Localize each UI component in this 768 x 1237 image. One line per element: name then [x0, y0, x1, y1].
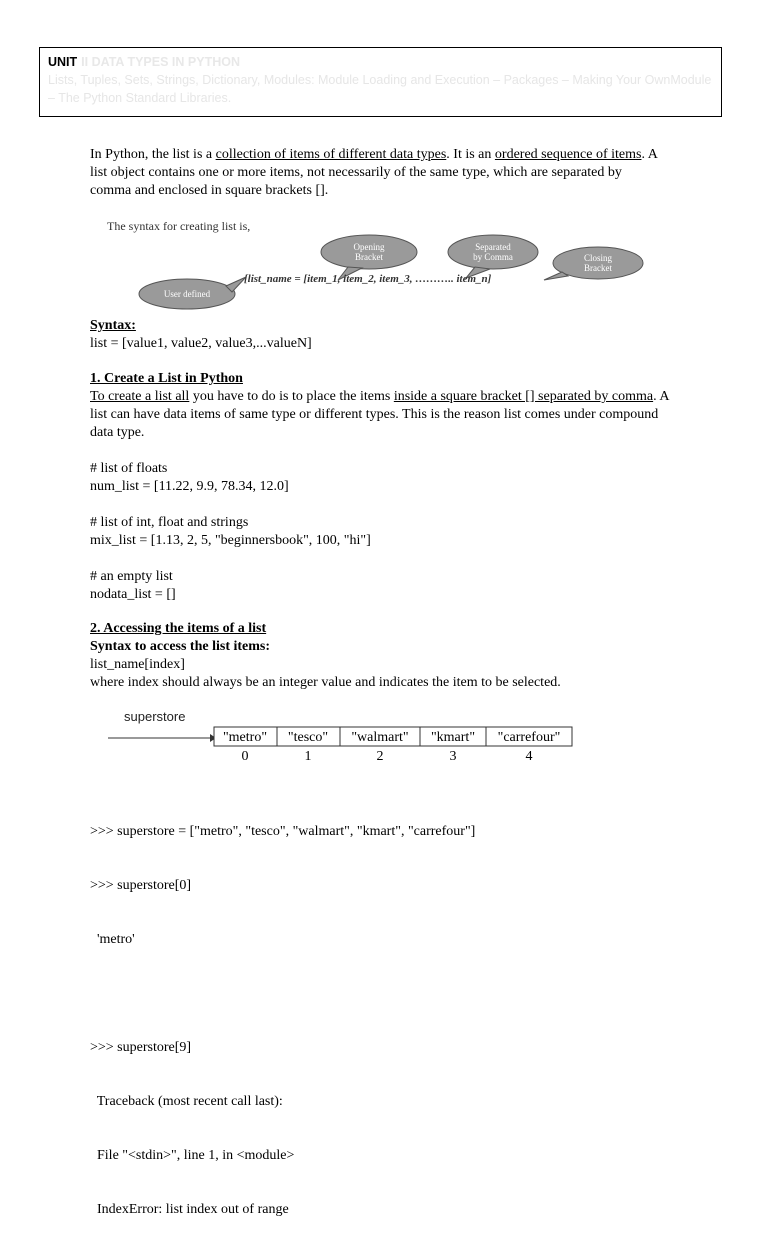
intro-underline-1: collection of items of different data types [215, 147, 447, 162]
code-line: # list of int, float and strings [90, 515, 249, 530]
intro-text: . A list object contains one or more items, not necessarily of the same type, which are separated by comma and enclosed in square brackets []. [90, 147, 658, 198]
section1-paragraph: To create a list all you have to do is to place the items inside a square bracket [] separated by comma. A list can have data items of same type or different types. This is the reason list comes under compound data type. [90, 389, 669, 440]
syntax-heading: Syntax: [90, 318, 136, 333]
list-index: 2 [376, 749, 384, 764]
superstore-list-figure [100, 706, 580, 768]
list-index: 3 [449, 749, 457, 764]
bubble-separated-by-comma [448, 235, 538, 278]
list-index: 4 [525, 749, 533, 764]
section-accessing-items [90, 620, 690, 692]
code-line: nodata_list = [] [90, 587, 176, 602]
section1-heading: 1. Create a List in Python [90, 371, 243, 386]
section2-line1: list_name[index] [90, 657, 185, 672]
svg-text:Closing: Closing [583, 253, 613, 263]
code-line [90, 496, 680, 514]
example-line: IndexError: list index out of range [90, 1202, 289, 1217]
section-create-list [90, 370, 680, 604]
examples-block [90, 787, 690, 1237]
list-cells [214, 727, 572, 764]
intro-text: In Python, the list is a [90, 147, 216, 162]
list-cell: "metro" [222, 730, 268, 745]
svg-text:Separated: Separated [475, 242, 511, 252]
code-line [90, 550, 680, 568]
svg-text:Bracket: Bracket [355, 252, 383, 262]
example-line: 'metro' [90, 932, 135, 947]
unit-header-box [39, 47, 722, 117]
unit-title: II DATA TYPES IN PYTHON [81, 55, 240, 69]
list-cell: "tesco" [287, 730, 329, 745]
example-line: Traceback (most recent call last): [90, 1094, 283, 1109]
code-line: mix_list = [1.13, 2, 5, "beginnersbook", 100, "hi"] [90, 533, 371, 548]
example-line: >>> superstore[9] [90, 1040, 192, 1055]
svg-text:by Comma: by Comma [473, 252, 513, 262]
list-cell: "kmart" [430, 730, 476, 745]
figure-caption: The syntax for creating list is, [107, 219, 251, 233]
example-line [90, 985, 690, 1003]
list-cell: "walmart" [351, 730, 409, 745]
example-line: >>> superstore = ["metro", "tesco", "walmart", "kmart", "carrefour"] [90, 824, 476, 839]
code-line: # list of floats [90, 461, 168, 476]
unit-description: Lists, Tuples, Sets, Strings, Dictionary, Modules: Module Loading and Execution – Packages – Making Your OwnModule – The Python Standard Libraries. [48, 73, 712, 105]
bubble-user-defined [139, 277, 246, 309]
example-line: File "<stdin>", line 1, in <module> [90, 1148, 295, 1163]
section2-line2: where index should always be an integer value and indicates the item to be selected. [90, 675, 561, 690]
unit-label: UNIT [48, 55, 78, 69]
section2-heading: 2. Accessing the items of a list [90, 621, 267, 636]
syntax-line: [list_name = [item_1, item_2, item_3, ……….. item_n] [244, 273, 492, 285]
superstore-label: superstore [124, 709, 186, 724]
intro-underline-2: ordered sequence of items [494, 147, 642, 162]
intro-paragraph [90, 146, 658, 200]
list-syntax-figure [100, 214, 660, 314]
list-cell: "carrefour" [497, 730, 561, 745]
example-line: >>> superstore[0] [90, 878, 192, 893]
code-line: # an empty list [90, 569, 173, 584]
list-index: 1 [304, 749, 312, 764]
intro-text: . It is an [446, 147, 495, 162]
section2-subheading: Syntax to access the list items: [90, 639, 271, 654]
syntax-line-text: list = [value1, value2, value3,...valueN] [90, 336, 312, 351]
list-index: 0 [241, 749, 249, 764]
section1-code [90, 460, 680, 604]
svg-text:User defined: User defined [163, 289, 211, 299]
svg-text:Bracket: Bracket [584, 263, 612, 273]
svg-text:Opening: Opening [353, 242, 385, 252]
code-line: num_list = [11.22, 9.9, 78.34, 12.0] [90, 479, 289, 494]
syntax-block [90, 317, 312, 353]
bubble-closing-bracket [544, 247, 643, 280]
